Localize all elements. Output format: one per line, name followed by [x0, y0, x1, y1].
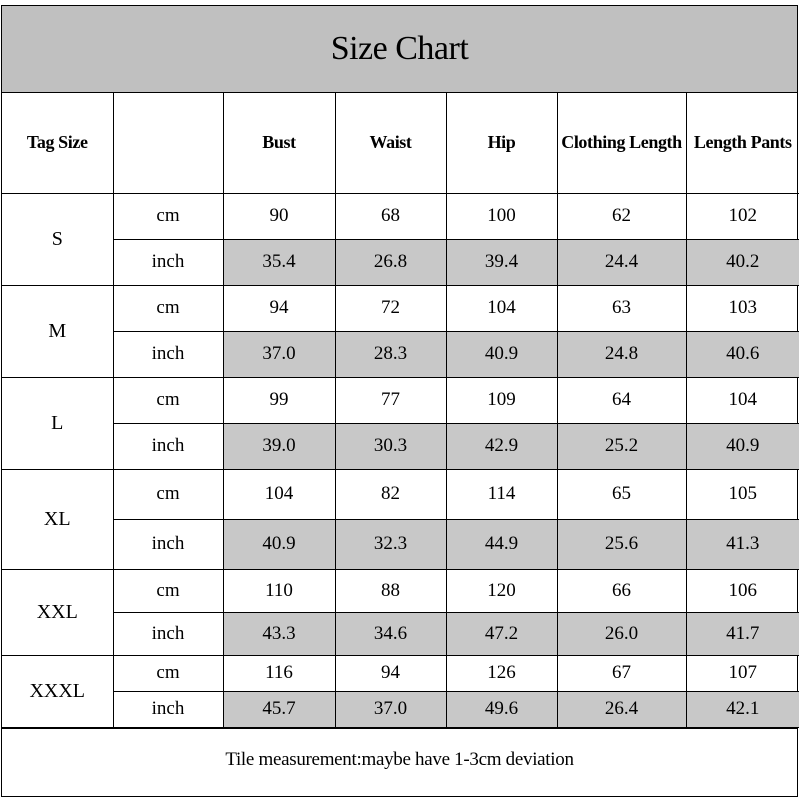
- header-unit: [113, 93, 223, 193]
- table-cell: 40.9: [223, 519, 335, 569]
- table-cell: 24.8: [557, 331, 686, 377]
- table-cell: 26.8: [335, 239, 446, 285]
- table-cell: 66: [557, 569, 686, 612]
- size-label: XXXL: [2, 655, 113, 727]
- table-cell: 44.9: [446, 519, 557, 569]
- measurement-note: Tile measurement:maybe have 1-3cm deviation: [2, 728, 797, 791]
- table-cell: 100: [446, 193, 557, 239]
- table-cell: 64: [557, 377, 686, 423]
- header-tag-size: Tag Size: [2, 93, 113, 193]
- table-cell: 34.6: [335, 612, 446, 655]
- table-cell: 25.6: [557, 519, 686, 569]
- header-bust: Bust: [223, 93, 335, 193]
- table-cell: 37.0: [335, 691, 446, 727]
- unit-label: cm: [113, 655, 223, 691]
- unit-label: cm: [113, 377, 223, 423]
- unit-label: inch: [113, 691, 223, 727]
- table-cell: 25.2: [557, 423, 686, 469]
- table-cell: 114: [446, 469, 557, 519]
- table-cell: 104: [223, 469, 335, 519]
- table-cell: 30.3: [335, 423, 446, 469]
- table-cell: 105: [686, 469, 799, 519]
- unit-label: inch: [113, 331, 223, 377]
- unit-label: cm: [113, 469, 223, 519]
- table-row: [2, 423, 799, 469]
- unit-label: cm: [113, 569, 223, 612]
- table-cell: 67: [557, 655, 686, 691]
- table-cell: 104: [686, 377, 799, 423]
- unit-label: inch: [113, 519, 223, 569]
- table-row: [2, 377, 799, 423]
- table-cell: 45.7: [223, 691, 335, 727]
- table-cell: 28.3: [335, 331, 446, 377]
- header-hip: Hip: [446, 93, 557, 193]
- table-cell: 40.6: [686, 331, 799, 377]
- size-label: S: [2, 193, 113, 285]
- table-row: [2, 569, 799, 612]
- table-cell: 109: [446, 377, 557, 423]
- table-cell: 116: [223, 655, 335, 691]
- table-cell: 35.4: [223, 239, 335, 285]
- table-cell: 40.2: [686, 239, 799, 285]
- table-cell: 49.6: [446, 691, 557, 727]
- table-cell: 43.3: [223, 612, 335, 655]
- table-cell: 68: [335, 193, 446, 239]
- table-row: [2, 691, 799, 727]
- unit-label: inch: [113, 423, 223, 469]
- table-row: [2, 519, 799, 569]
- unit-label: inch: [113, 239, 223, 285]
- table-row: [2, 285, 799, 331]
- header-waist: Waist: [335, 93, 446, 193]
- table-cell: 90: [223, 193, 335, 239]
- table-cell: 40.9: [446, 331, 557, 377]
- table-cell: 99: [223, 377, 335, 423]
- size-label: M: [2, 285, 113, 377]
- table-cell: 24.4: [557, 239, 686, 285]
- table-cell: 42.1: [686, 691, 799, 727]
- table-row: [2, 655, 799, 691]
- table-cell: 126: [446, 655, 557, 691]
- table-cell: 94: [223, 285, 335, 331]
- table-cell: 39.0: [223, 423, 335, 469]
- header-clothing-length: Clothing Length: [557, 93, 686, 193]
- table-cell: 47.2: [446, 612, 557, 655]
- table-cell: 40.9: [686, 423, 799, 469]
- table-cell: 120: [446, 569, 557, 612]
- table-row: [2, 469, 799, 519]
- table-row: [2, 331, 799, 377]
- size-chart: [1, 5, 798, 797]
- table-cell: 63: [557, 285, 686, 331]
- header-row: [2, 93, 799, 193]
- table-cell: 103: [686, 285, 799, 331]
- table-cell: 26.0: [557, 612, 686, 655]
- table-cell: 41.3: [686, 519, 799, 569]
- table-row: [2, 612, 799, 655]
- table-cell: 32.3: [335, 519, 446, 569]
- table-cell: 62: [557, 193, 686, 239]
- table-cell: 94: [335, 655, 446, 691]
- size-label: L: [2, 377, 113, 469]
- table-row: [2, 239, 799, 285]
- table-cell: 106: [686, 569, 799, 612]
- unit-label: cm: [113, 285, 223, 331]
- table-cell: 77: [335, 377, 446, 423]
- table-cell: 26.4: [557, 691, 686, 727]
- unit-label: inch: [113, 612, 223, 655]
- size-label: XXL: [2, 569, 113, 655]
- table-row: [2, 193, 799, 239]
- table-cell: 107: [686, 655, 799, 691]
- header-length-pants: Length Pants: [686, 93, 799, 193]
- table-cell: 104: [446, 285, 557, 331]
- table-cell: 37.0: [223, 331, 335, 377]
- size-table: [2, 93, 799, 728]
- table-cell: 82: [335, 469, 446, 519]
- table-cell: 88: [335, 569, 446, 612]
- page-title: Size Chart: [2, 6, 797, 93]
- table-cell: 110: [223, 569, 335, 612]
- table-cell: 42.9: [446, 423, 557, 469]
- table-cell: 65: [557, 469, 686, 519]
- table-cell: 41.7: [686, 612, 799, 655]
- table-cell: 39.4: [446, 239, 557, 285]
- unit-label: cm: [113, 193, 223, 239]
- size-label: XL: [2, 469, 113, 569]
- table-cell: 72: [335, 285, 446, 331]
- table-cell: 102: [686, 193, 799, 239]
